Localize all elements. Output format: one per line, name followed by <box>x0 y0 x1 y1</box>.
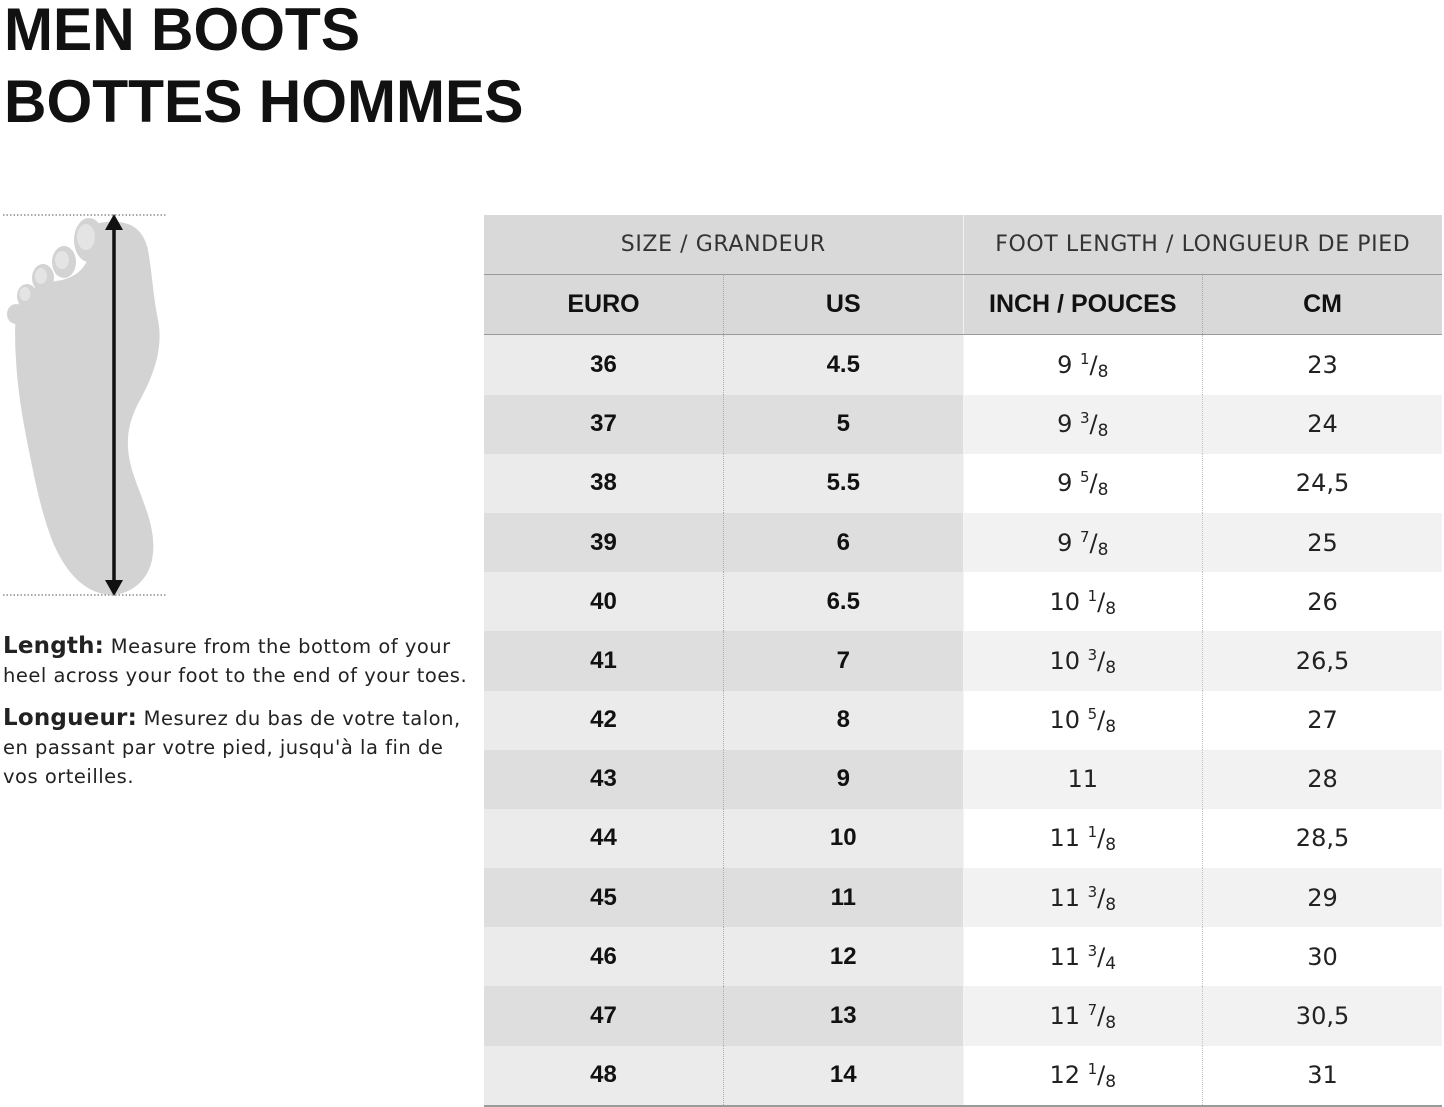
header-size-group: SIZE / GRANDEUR <box>484 215 963 275</box>
cell-inch <box>963 750 1203 809</box>
cell-cm: 24,5 <box>1203 454 1443 513</box>
instruction-en-label: Length: <box>3 633 105 659</box>
inch-value <box>1049 1060 1117 1093</box>
cell-us: 4.5 <box>724 335 964 395</box>
header-cm: CM <box>1203 275 1443 335</box>
inch-numerator: 3 <box>1087 941 1098 960</box>
inch-whole: 10 <box>1049 646 1080 675</box>
cell-inch <box>963 631 1203 690</box>
inch-whole: 11 <box>1067 765 1099 794</box>
fraction-slash: / <box>1097 706 1106 735</box>
cell-euro: 37 <box>484 395 724 454</box>
cell-cm: 30,5 <box>1203 986 1443 1045</box>
cell-us: 6 <box>724 513 964 572</box>
fraction-slash: / <box>1089 528 1098 557</box>
cell-cm: 31 <box>1203 1046 1443 1106</box>
inch-whole: 9 <box>1057 350 1073 379</box>
cell-inch <box>963 454 1203 513</box>
inch-value <box>1049 882 1117 915</box>
measuring-instructions <box>3 632 473 805</box>
inch-whole: 9 <box>1057 528 1073 557</box>
title-line-en: MEN BOOTS <box>4 0 361 63</box>
inch-numerator: 1 <box>1087 823 1098 842</box>
cell-euro: 47 <box>484 986 724 1045</box>
cell-euro: 46 <box>484 927 724 986</box>
cell-euro: 41 <box>484 631 724 690</box>
inch-value <box>1057 349 1109 382</box>
header-inch: INCH / POUCES <box>963 275 1203 335</box>
cell-cm: 26 <box>1203 572 1443 631</box>
inch-denominator: 4 <box>1105 953 1117 974</box>
cell-inch <box>963 809 1203 868</box>
title-line-fr: BOTTES HOMMES <box>4 68 524 135</box>
cell-cm: 27 <box>1203 691 1443 750</box>
cell-euro: 42 <box>484 691 724 750</box>
cell-us: 11 <box>724 868 964 927</box>
table-row <box>484 454 1442 513</box>
inch-value <box>1049 1001 1117 1034</box>
fraction-slash: / <box>1097 587 1106 616</box>
fraction-slash: / <box>1089 410 1098 439</box>
cell-euro: 39 <box>484 513 724 572</box>
inch-value <box>1067 765 1098 793</box>
inch-numerator: 7 <box>1087 1001 1098 1020</box>
cell-euro: 40 <box>484 572 724 631</box>
table-row <box>484 809 1442 868</box>
fraction-slash: / <box>1097 1002 1106 1031</box>
inch-numerator: 1 <box>1079 349 1090 368</box>
inch-value <box>1057 409 1109 442</box>
instruction-en <box>3 632 473 690</box>
cell-euro: 48 <box>484 1046 724 1106</box>
cell-euro: 44 <box>484 809 724 868</box>
inch-value <box>1049 823 1117 856</box>
cell-euro: 36 <box>484 335 724 395</box>
inch-numerator: 1 <box>1087 1060 1098 1079</box>
table-row <box>484 750 1442 809</box>
inch-denominator: 8 <box>1097 421 1109 442</box>
fraction-slash: / <box>1097 646 1106 675</box>
inch-whole: 9 <box>1057 410 1073 439</box>
table-row <box>484 927 1442 986</box>
fraction-slash: / <box>1089 350 1098 379</box>
foot-icon <box>0 210 175 602</box>
inch-denominator: 8 <box>1105 657 1117 678</box>
inch-denominator: 8 <box>1097 480 1109 501</box>
inch-numerator: 7 <box>1079 527 1090 546</box>
fraction-slash: / <box>1097 942 1106 971</box>
inch-value <box>1049 705 1117 738</box>
table-row <box>484 986 1442 1045</box>
cell-inch <box>963 986 1203 1045</box>
cell-inch <box>963 395 1203 454</box>
cell-us: 6.5 <box>724 572 964 631</box>
header-foot-length-group: FOOT LENGTH / LONGUEUR DE PIED <box>963 215 1442 275</box>
table-row <box>484 631 1442 690</box>
inch-denominator: 8 <box>1105 894 1117 915</box>
fraction-slash: / <box>1097 1061 1106 1090</box>
inch-numerator: 1 <box>1087 586 1098 605</box>
inch-whole: 11 <box>1049 883 1080 912</box>
inch-numerator: 5 <box>1079 468 1090 487</box>
inch-whole: 9 <box>1057 469 1073 498</box>
table-row <box>484 868 1442 927</box>
cell-cm: 30 <box>1203 927 1443 986</box>
instruction-fr-label: Longueur: <box>3 705 137 731</box>
inch-denominator: 8 <box>1097 361 1109 382</box>
inch-denominator: 8 <box>1105 598 1117 619</box>
cell-us: 8 <box>724 691 964 750</box>
inch-numerator: 5 <box>1087 705 1098 724</box>
instruction-fr <box>3 704 473 791</box>
cell-inch <box>963 513 1203 572</box>
size-chart-table <box>484 215 1442 1107</box>
table-row <box>484 1046 1442 1106</box>
inch-whole: 10 <box>1049 587 1080 616</box>
inch-whole: 11 <box>1049 942 1080 971</box>
table-column-header <box>484 275 1442 335</box>
inch-denominator: 8 <box>1097 539 1109 560</box>
cell-us: 10 <box>724 809 964 868</box>
inch-numerator: 3 <box>1079 409 1090 428</box>
inch-whole: 12 <box>1049 1061 1080 1090</box>
header-euro: EURO <box>484 275 724 335</box>
inch-value <box>1057 527 1109 560</box>
cell-euro: 45 <box>484 868 724 927</box>
cell-cm: 28 <box>1203 750 1443 809</box>
cell-inch <box>963 868 1203 927</box>
cell-inch <box>963 335 1203 395</box>
table-row <box>484 395 1442 454</box>
header-us: US <box>724 275 964 335</box>
fraction-slash: / <box>1097 824 1106 853</box>
inch-numerator: 3 <box>1087 645 1098 664</box>
cell-inch <box>963 927 1203 986</box>
cell-us: 14 <box>724 1046 964 1106</box>
cell-cm: 26,5 <box>1203 631 1443 690</box>
cell-euro: 43 <box>484 750 724 809</box>
cell-cm: 24 <box>1203 395 1443 454</box>
fraction-slash: / <box>1089 469 1098 498</box>
table-group-header <box>484 215 1442 275</box>
cell-cm: 28,5 <box>1203 809 1443 868</box>
instruction-en-text: Measure from the bottom of your heel across your foot to the end of your toes. <box>3 635 468 687</box>
table-body <box>484 335 1442 1106</box>
cell-cm: 23 <box>1203 335 1443 395</box>
inch-denominator: 8 <box>1105 1072 1117 1093</box>
inch-numerator: 3 <box>1087 882 1098 901</box>
cell-inch <box>963 691 1203 750</box>
cell-cm: 25 <box>1203 513 1443 572</box>
inch-denominator: 8 <box>1105 717 1117 738</box>
inch-whole: 10 <box>1049 706 1080 735</box>
cell-us: 12 <box>724 927 964 986</box>
cell-cm: 29 <box>1203 868 1443 927</box>
cell-us: 9 <box>724 750 964 809</box>
fraction-slash: / <box>1097 883 1106 912</box>
cell-inch <box>963 572 1203 631</box>
cell-us: 13 <box>724 986 964 1045</box>
cell-us: 5.5 <box>724 454 964 513</box>
inch-denominator: 8 <box>1105 1013 1117 1034</box>
instruction-fr-text: Mesurez du bas de votre talon, en passant par votre pied, jusqu'à la fin de vos orteilles. <box>3 707 461 788</box>
inch-value <box>1049 941 1117 974</box>
inch-value <box>1049 586 1117 619</box>
table-row <box>484 513 1442 572</box>
inch-value <box>1057 468 1109 501</box>
cell-us: 7 <box>724 631 964 690</box>
inch-denominator: 8 <box>1105 835 1117 856</box>
table-row <box>484 691 1442 750</box>
cell-euro: 38 <box>484 454 724 513</box>
foot-illustration <box>0 210 175 602</box>
page-title <box>4 0 523 138</box>
inch-value <box>1049 645 1117 678</box>
table-row <box>484 572 1442 631</box>
inch-whole: 11 <box>1049 1002 1080 1031</box>
inch-whole: 11 <box>1049 824 1080 853</box>
cell-us: 5 <box>724 395 964 454</box>
cell-inch <box>963 1046 1203 1106</box>
table-row <box>484 335 1442 395</box>
